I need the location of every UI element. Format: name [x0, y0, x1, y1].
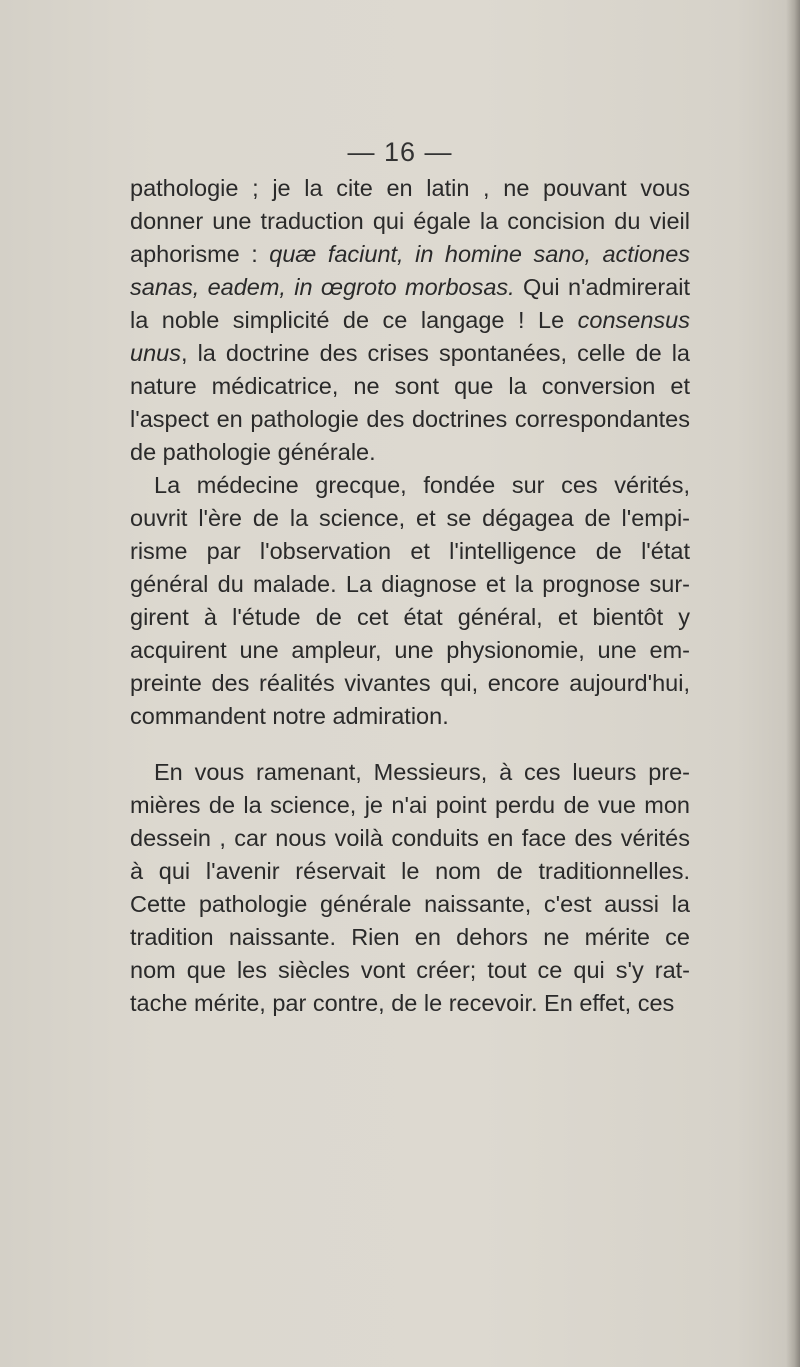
text-line [130, 502, 690, 535]
text-line [130, 304, 690, 337]
text-segment: La médecine grecque, fondée sur ces vérités, [154, 472, 690, 498]
text-segment: En vous ramenant, Messieurs, à ces lueurs pre- [154, 759, 690, 785]
text-line [130, 535, 690, 568]
text-line [130, 855, 690, 888]
text-segment: général du malade. La diagnose et la prognose sur- [130, 571, 690, 597]
text-segment: risme par l'observation et l'intelligence de l'état [130, 538, 690, 564]
paragraph [130, 756, 690, 1020]
italic-text: sanas, eadem, in œgroto morbosas. [130, 274, 515, 300]
text-segment: dessein , car nous voilà conduits en face des vérités [130, 825, 690, 851]
text-line [130, 370, 690, 403]
text-line [130, 337, 690, 370]
paragraph [130, 172, 690, 469]
text-segment: girent à l'étude de cet état général, et bientôt y [130, 604, 690, 630]
text-segment: nom que les siècles vont créer; tout ce qui s'y rat- [130, 957, 690, 983]
text-line [130, 205, 690, 238]
italic-text: consensus [577, 307, 690, 333]
text-line [130, 238, 690, 271]
text-line [130, 172, 690, 205]
text-line [130, 700, 690, 733]
italic-text: quæ faciunt, in homine sano, actiones [269, 241, 691, 267]
text-line [130, 789, 690, 822]
text-line [130, 822, 690, 855]
text-line [130, 888, 690, 921]
text-segment: l'aspect en pathologie des doctrines correspondantes [130, 406, 690, 432]
text-segment: , la doctrine des crises spontanées, celle de la [180, 340, 690, 366]
text-line [130, 756, 690, 789]
text-segment: commandent notre admiration. [130, 703, 449, 729]
text-segment: mières de la science, je n'ai point perdu de vue mon [130, 792, 690, 818]
text-segment: Qui n'admirerait [514, 274, 690, 300]
text-segment: à qui l'avenir réservait le nom de traditionnelles. [130, 858, 690, 884]
text-block-lower [130, 756, 690, 1020]
text-line [130, 469, 690, 502]
page-number: — 16 — [347, 137, 453, 167]
text-segment: la noble simplicité de ce langage ! Le [130, 307, 578, 333]
text-line [130, 568, 690, 601]
text-segment: Cette pathologie générale naissante, c'est aussi la [130, 891, 690, 917]
text-segment: tradition naissante. Rien en dehors ne mérite ce [130, 924, 690, 950]
text-segment: acquirent une ampleur, une physionomie, une em- [130, 637, 690, 663]
text-line [130, 954, 690, 987]
italic-text: unus [130, 340, 181, 366]
text-segment: ouvrit l'ère de la science, et se dégagea de l'empi- [130, 505, 690, 531]
text-line [130, 667, 690, 700]
paragraph [130, 469, 690, 733]
text-segment: donner une traduction qui égale la concision du vieil [130, 208, 690, 234]
text-line [130, 436, 690, 469]
text-block-upper [130, 172, 690, 733]
text-line [130, 921, 690, 954]
page-edge-shadow [786, 0, 800, 1367]
text-segment: pathologie ; je la cite en latin , ne pouvant vous [130, 175, 690, 201]
text-line [130, 601, 690, 634]
text-segment: nature médicatrice, ne sont que la conversion et [130, 373, 690, 399]
text-segment: de pathologie générale. [130, 439, 376, 465]
text-line [130, 271, 690, 304]
text-segment: tache mérite, par contre, de le recevoir. En effet, ces [130, 990, 675, 1016]
text-line [130, 403, 690, 436]
text-segment: aphorisme : [130, 241, 270, 267]
text-line [130, 634, 690, 667]
text-line [130, 987, 690, 1020]
text-segment: preinte des réalités vivantes qui, encore aujourd'hui, [130, 670, 690, 696]
